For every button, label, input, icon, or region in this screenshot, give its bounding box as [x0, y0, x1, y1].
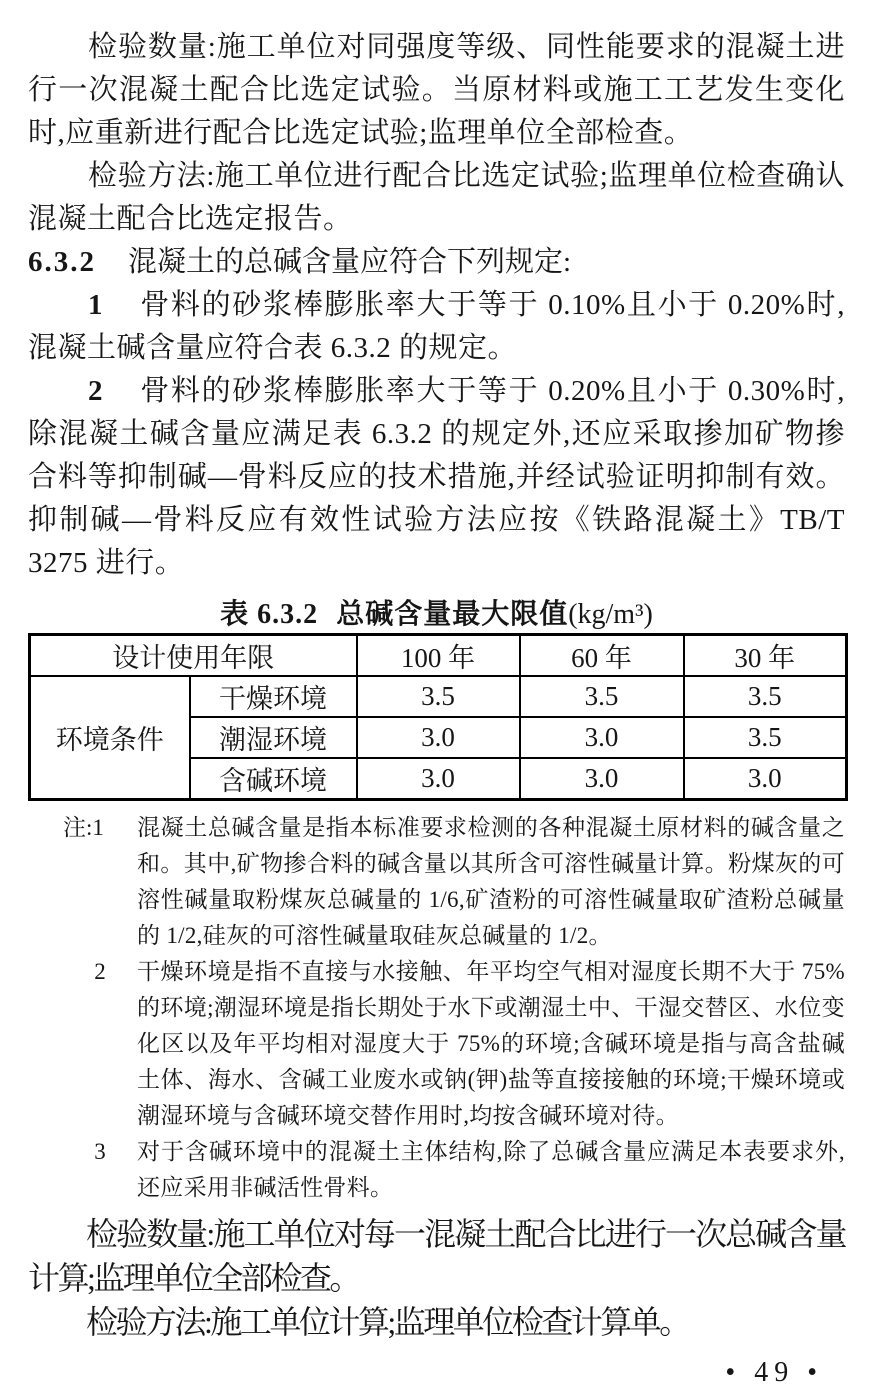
note-3 — [63, 1134, 845, 1206]
table-caption-label: 表 6.3.2 — [220, 599, 319, 630]
note-3-text: 对于含碱环境中的混凝土主体结构,除了总碱含量应满足本表要求外,还应采用非碱活性骨料。 — [137, 1139, 845, 1200]
item-1-number: 1 — [88, 289, 103, 321]
table-header-row — [30, 635, 847, 677]
table-caption-unit: (kg/m³) — [568, 599, 653, 630]
note-1 — [63, 810, 845, 954]
table-6-3-2 — [28, 633, 848, 801]
table-header-100y: 100 年 — [357, 635, 520, 677]
clause-heading-6-3-2 — [28, 241, 845, 284]
paragraph-inspection-method-1: 检验方法:施工单位进行配合比选定试验;监理单位检查确认混凝土配合比选定报告。 — [28, 160, 845, 235]
clause-item-2 — [28, 370, 845, 585]
table-value: 3.5 — [520, 676, 684, 717]
table-caption-title: 总碱含量最大限值 — [336, 599, 569, 630]
table-value: 3.0 — [357, 717, 520, 758]
table-value: 3.0 — [520, 758, 684, 800]
table-env-dry: 干燥环境 — [190, 676, 357, 717]
clause-number: 6.3.2 — [28, 246, 96, 278]
table-rowgroup-environment: 环境条件 — [30, 676, 190, 800]
table-value: 3.5 — [684, 717, 847, 758]
note-3-label: 3 — [94, 1139, 106, 1164]
table-value: 3.0 — [684, 758, 847, 800]
table-header-60y: 60 年 — [520, 635, 684, 677]
note-2 — [63, 954, 845, 1134]
note-1-text: 混凝土总碱含量是指本标准要求检测的各种混凝土原材料的碱含量之和。其中,矿物掺合料的碱含量以其所含可溶性碱量计算。粉煤灰的可溶性碱量取粉煤灰总碱量的 1/6,矿渣粉的可溶性碱量取矿渣粉总碱量的 1/2,硅灰的可溶性碱量取硅灰总碱量的 1/2。 — [137, 815, 845, 948]
table-caption — [28, 597, 845, 633]
clause-title: 混凝土的总碱含量应符合下列规定: — [128, 246, 572, 278]
item-1-text: 骨料的砂浆棒膨胀率大于等于 0.10%且小于 0.20%时,混凝土碱含量应符合表 6.3.2 的规定。 — [28, 289, 845, 364]
paragraph-inspection-quantity-1: 检验数量:施工单位对同强度等级、同性能要求的混凝土进行一次混凝土配合比选定试验。当原材料或施工工艺发生变化时,应重新进行配合比选定试验;监理单位全部检查。 — [28, 31, 845, 149]
table-env-alkaline: 含碱环境 — [190, 758, 357, 800]
table-value: 3.0 — [357, 758, 520, 800]
note-1-label: 注:1 — [63, 815, 104, 840]
table-notes — [63, 810, 845, 1206]
closing-paragraphs — [28, 1212, 845, 1344]
paragraph-inspection-quantity-2: 检验数量:施工单位对每一混凝土配合比进行一次总碱含量计算;监理单位全部检查。 — [28, 1216, 845, 1296]
item-2-number: 2 — [88, 375, 103, 407]
table-value: 3.5 — [357, 676, 520, 717]
table-row-dry — [30, 676, 847, 717]
paragraph-inspection-method-2: 检验方法:施工单位计算;监理单位检查计算单。 — [86, 1304, 689, 1340]
item-2-text: 骨料的砂浆棒膨胀率大于等于 0.20%且小于 0.30%时,除混凝土碱含量应满足表 6.3.2 的规定外,还应采取掺加矿物掺合料等抑制碱—骨料反应的技术措施,并经试验证明抑制有效。抑制碱—骨料反应有效性试验方法应按《铁路混凝土》TB/T 3275 进行。 — [28, 375, 845, 579]
table-env-humid: 潮湿环境 — [190, 717, 357, 758]
table-value: 3.5 — [684, 676, 847, 717]
page-number: • 49 • — [725, 1357, 823, 1388]
table-header-30y: 30 年 — [684, 635, 847, 677]
clause-item-1 — [28, 284, 845, 370]
table-value: 3.0 — [520, 717, 684, 758]
table-header-design-life: 设计使用年限 — [30, 635, 357, 677]
note-2-label: 2 — [94, 959, 106, 984]
page-footer — [28, 1358, 845, 1388]
note-2-text: 干燥环境是指不直接与水接触、年平均空气相对湿度长期不大于 75%的环境;潮湿环境是指长期处于水下或潮湿土中、干湿交替区、水位变化区以及年平均相对湿度大于 75%的环境;含碱环境是指与高含盐碱土体、海水、含碱工业废水或钠(钾)盐等直接接触的环境;干燥环境或潮湿环境与含碱环境交替作用时,均按含碱环境对待。 — [137, 959, 845, 1128]
